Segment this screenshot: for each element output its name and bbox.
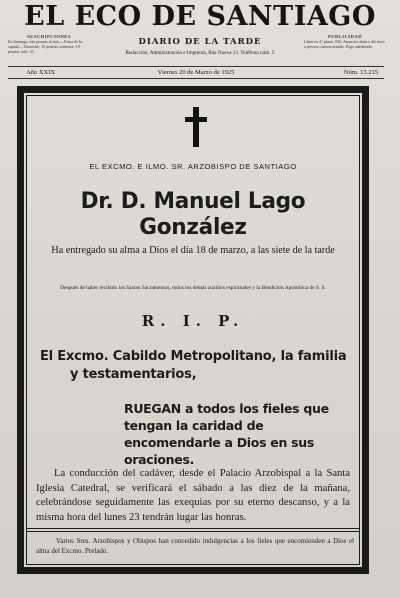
deceased-name: Dr. D. Manuel Lago González [80,188,306,240]
sacraments-line: Después de haber recibido los Santos Sacramentos, todos los demás auxilios espirituales y la Bendición Apostólica de S. S. [60,285,326,291]
cabildo-line-2: y testamentarios, [70,366,197,382]
cabildo-line [40,348,360,383]
issue-number: Núm. 13.215 [343,69,378,76]
newspaper-subtitle: DIARIO DE LA TARDE [138,37,262,47]
advertising-heading: PUBLICIDAD [327,34,363,39]
newspaper-title: EL ECO DE SANTIAGO [24,1,376,32]
subscriptions-heading: SUSCRIPCIONES [27,34,71,39]
issue-year: Año XXIX [26,69,56,76]
funeral-details: La conducción del cadáver, desde el Palacio Arzobispal a la Santa Iglesia Catedral, se verificará el sábado a las diez de la mañana, celebrándose seguidamente las exequias por su eterno descanso, y a la misma hora del lunes 23 tendrán lugar las honras. [36,468,350,523]
issue-date: Viernes 20 de Marzo de 1925 [157,69,235,76]
death-announcement: Ha entregado su alma a Dios el día 18 de marzo, a las siete de la tarde [51,245,335,256]
cabildo-line-1: El Excmo. Cabildo Metropolitano, la familia [40,349,347,364]
prayer-request: RUEGAN a todos los fieles que tengan la caridad de encomendarle a Dios en sus oraciones. [124,401,329,467]
indulgences-note: Varios Sres. Arzobispos y Obispos han concedido indulgencias a los fieles que encomienden a Dios el alma del Excmo. Prelado. [36,537,354,555]
subscriptions-text: En Santiago, tres pesetas al mes.—Fuera de la capital.—Trimestre, 10 pesetas; semestre, 18 pesetas; año, 35. [8,39,82,54]
rip-text: R. I. P. [141,312,245,330]
archbishop-title: EL EXCMO. E ILMO. SR. ARZOBISPO DE SANTIAGO [89,162,297,171]
cross-icon [185,107,207,147]
advertising-box [304,34,386,49]
divider [26,528,360,529]
divider [26,531,360,532]
newspaper-address: Redacción, Administración e Imprenta, Rúa Nueva 13. Teléfono núm. 5 [125,50,275,56]
advertising-text: Línea en 4.ª plana, 0'20. Anuncios dentro del texto a precios convencionales. Pago adelantado. [304,39,385,49]
subscriptions-box [8,34,90,54]
dateline [8,66,384,79]
